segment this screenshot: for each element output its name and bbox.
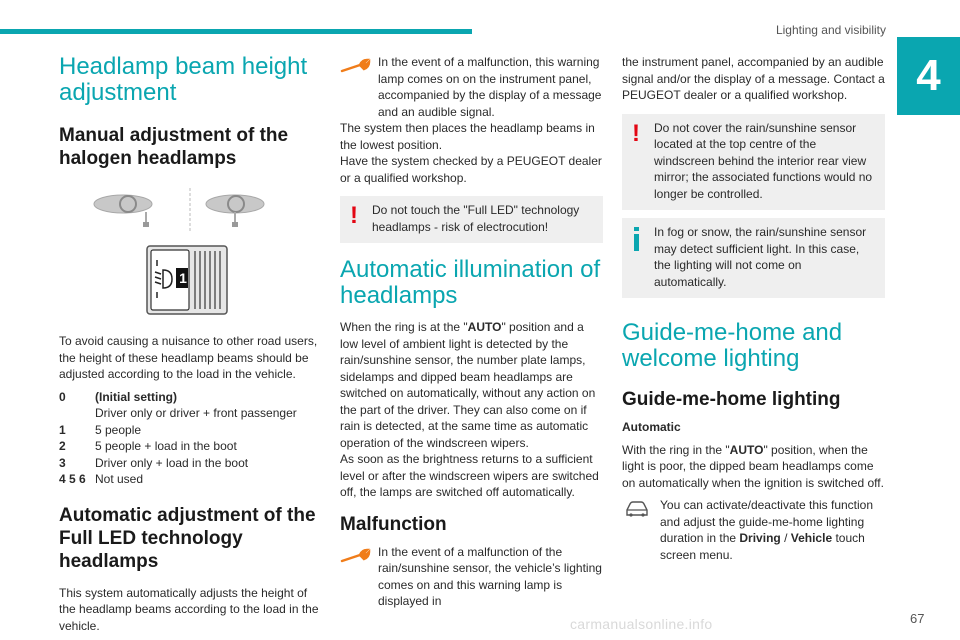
title-malfunction: Malfunction	[340, 513, 447, 535]
car-icon	[624, 500, 650, 523]
menu-driving: Driving	[739, 531, 781, 545]
continued-text: the instrument panel, accompanied by an audible signal and/or the display of a message. Contact a PEUGEOT dealer or a qualified workshop.	[622, 55, 885, 102]
guide-auto-bold: AUTO	[729, 442, 764, 457]
menu-separator: /	[780, 531, 791, 545]
subtitle-manual-adjustment: Manual adjustment of the halogen headlamps	[59, 125, 289, 169]
settings-key: 0	[59, 389, 66, 404]
warning-note-sensor-text: Do not cover the rain/sunshine sensor located at the top centre of the windscreen behind the interior rear view mirror; the associated functions would no longer be controlled.	[654, 120, 873, 201]
malfunction-text-1: In the event of a malfunction, this warning lamp comes on on the instrument panel, accompanied by the display of a message and an audible signal.	[378, 55, 602, 119]
warning-note-sensor	[622, 114, 885, 211]
header-accent-bar	[0, 29, 472, 34]
settings-value: Not used	[95, 472, 144, 486]
wrench-icon	[340, 548, 372, 569]
settings-value: (Initial setting)	[95, 389, 177, 404]
auto-adjust-text: This system automatically adjusts the height of the headlamp beams according to the load in the vehicle.	[59, 585, 319, 633]
settings-list	[59, 389, 322, 488]
settings-key: 4 5 6	[59, 472, 86, 486]
subtitle-guide-me-home: Guide-me-home lighting	[622, 389, 841, 410]
title-guide-me-home: Guide-me-home and welcome lighting	[622, 319, 843, 372]
settings-value: 5 people	[95, 422, 142, 437]
title-auto-illumination: Automatic illumination of headlamps	[340, 256, 601, 309]
guide-auto-text	[622, 442, 885, 492]
car-text-pre: You can activate/deactivate this function and adjust the guide-me-home lighting duration in the	[660, 498, 874, 545]
title-headlamp-beam: Headlamp beam height adjustment	[59, 53, 308, 106]
info-note-fog	[622, 218, 885, 298]
settings-key: 1	[59, 422, 66, 437]
column-2	[340, 54, 603, 610]
wrench-icon	[340, 58, 372, 79]
info-icon	[632, 227, 642, 256]
settings-row	[59, 455, 322, 472]
settings-key	[59, 405, 95, 422]
headlamp-illustration	[59, 188, 322, 323]
malfunction-text-2: The system then places the headlamp beams in the lowest position.	[340, 121, 595, 152]
touchscreen-text	[622, 497, 885, 563]
auto-illum-text	[340, 319, 603, 451]
auto-illum-bold: AUTO	[467, 320, 502, 334]
malfunction-sensor-block	[340, 544, 603, 610]
chapter-number: 4	[897, 37, 960, 115]
settings-row	[59, 389, 322, 406]
touchscreen-block	[622, 497, 885, 563]
malfunction-text-3: Have the system checked by a PEUGEOT dealer or a qualified workshop.	[340, 154, 602, 185]
watermark: carmanualsonline.info	[570, 616, 713, 632]
menu-vehicle: Vehicle	[790, 531, 833, 545]
settings-value: 5 people + load in the boot	[95, 439, 237, 453]
subtitle-automatic-adjustment: Automatic adjustment of the Full LED technology headlamps	[59, 504, 316, 572]
settings-row	[59, 471, 322, 488]
settings-value: Driver only + load in the boot	[95, 455, 249, 470]
malfunction-sensor-text: In the event of a malfunction of the rain/sunshine sensor, the vehicle’s lighting comes on and this warning lamp is displayed in	[378, 544, 602, 608]
settings-key: 3	[59, 455, 66, 470]
dial-position-label: 1	[179, 270, 187, 286]
column-1	[59, 54, 322, 634]
guide-auto-post: " position, when the light is poor, the dipped beam headlamps come on automatically when the ignition is switched off.	[622, 442, 884, 490]
auto-illum-text-2: As soon as the brightness returns to a sufficient level or after the windscreen wipers are switched off, the lamps are switched off automatically.	[340, 452, 599, 499]
settings-value: Driver only or driver + front passenger	[95, 406, 297, 420]
section-title: Lighting and visibility	[775, 23, 886, 37]
warning-note-full-led	[340, 196, 603, 243]
warning-note-text: Do not touch the "Full LED" technology headlamps - risk of electrocution!	[372, 203, 580, 234]
intro-text: To avoid causing a nuisance to other road users, the height of these headlamp beams should be adjusted according to the load in the vehicle.	[59, 334, 318, 381]
car-text-post: touch screen menu.	[660, 531, 865, 562]
auto-illum-pre: When the ring is at the "	[340, 320, 468, 334]
auto-illum-post: " position and a low level of ambient light is detected by the rain/sunshine sensor, the number plate lamps, sidelamps and dipped beam headlamps are switched on automatically, without any action on the part of the driver. They can also come on if rain is detected, at the same time as automatic operation of the windscreen wipers.	[340, 320, 596, 450]
settings-row	[59, 405, 322, 422]
info-note-text: In fog or snow, the rain/sunshine sensor may detect sufficient light. In this case, the lighting will not come on automatically.	[654, 225, 867, 289]
settings-row	[59, 438, 322, 455]
headlamp-beam-diagram	[59, 188, 322, 323]
label-automatic: Automatic	[622, 420, 681, 434]
column-3	[622, 54, 885, 563]
warning-exclamation-icon: !	[632, 119, 640, 147]
page-number: 67	[910, 611, 925, 626]
settings-row	[59, 422, 322, 439]
malfunction-block	[340, 54, 603, 120]
settings-key: 2	[59, 439, 66, 453]
warning-exclamation-icon: !	[350, 202, 358, 229]
guide-auto-pre: With the ring in the "	[622, 442, 730, 457]
